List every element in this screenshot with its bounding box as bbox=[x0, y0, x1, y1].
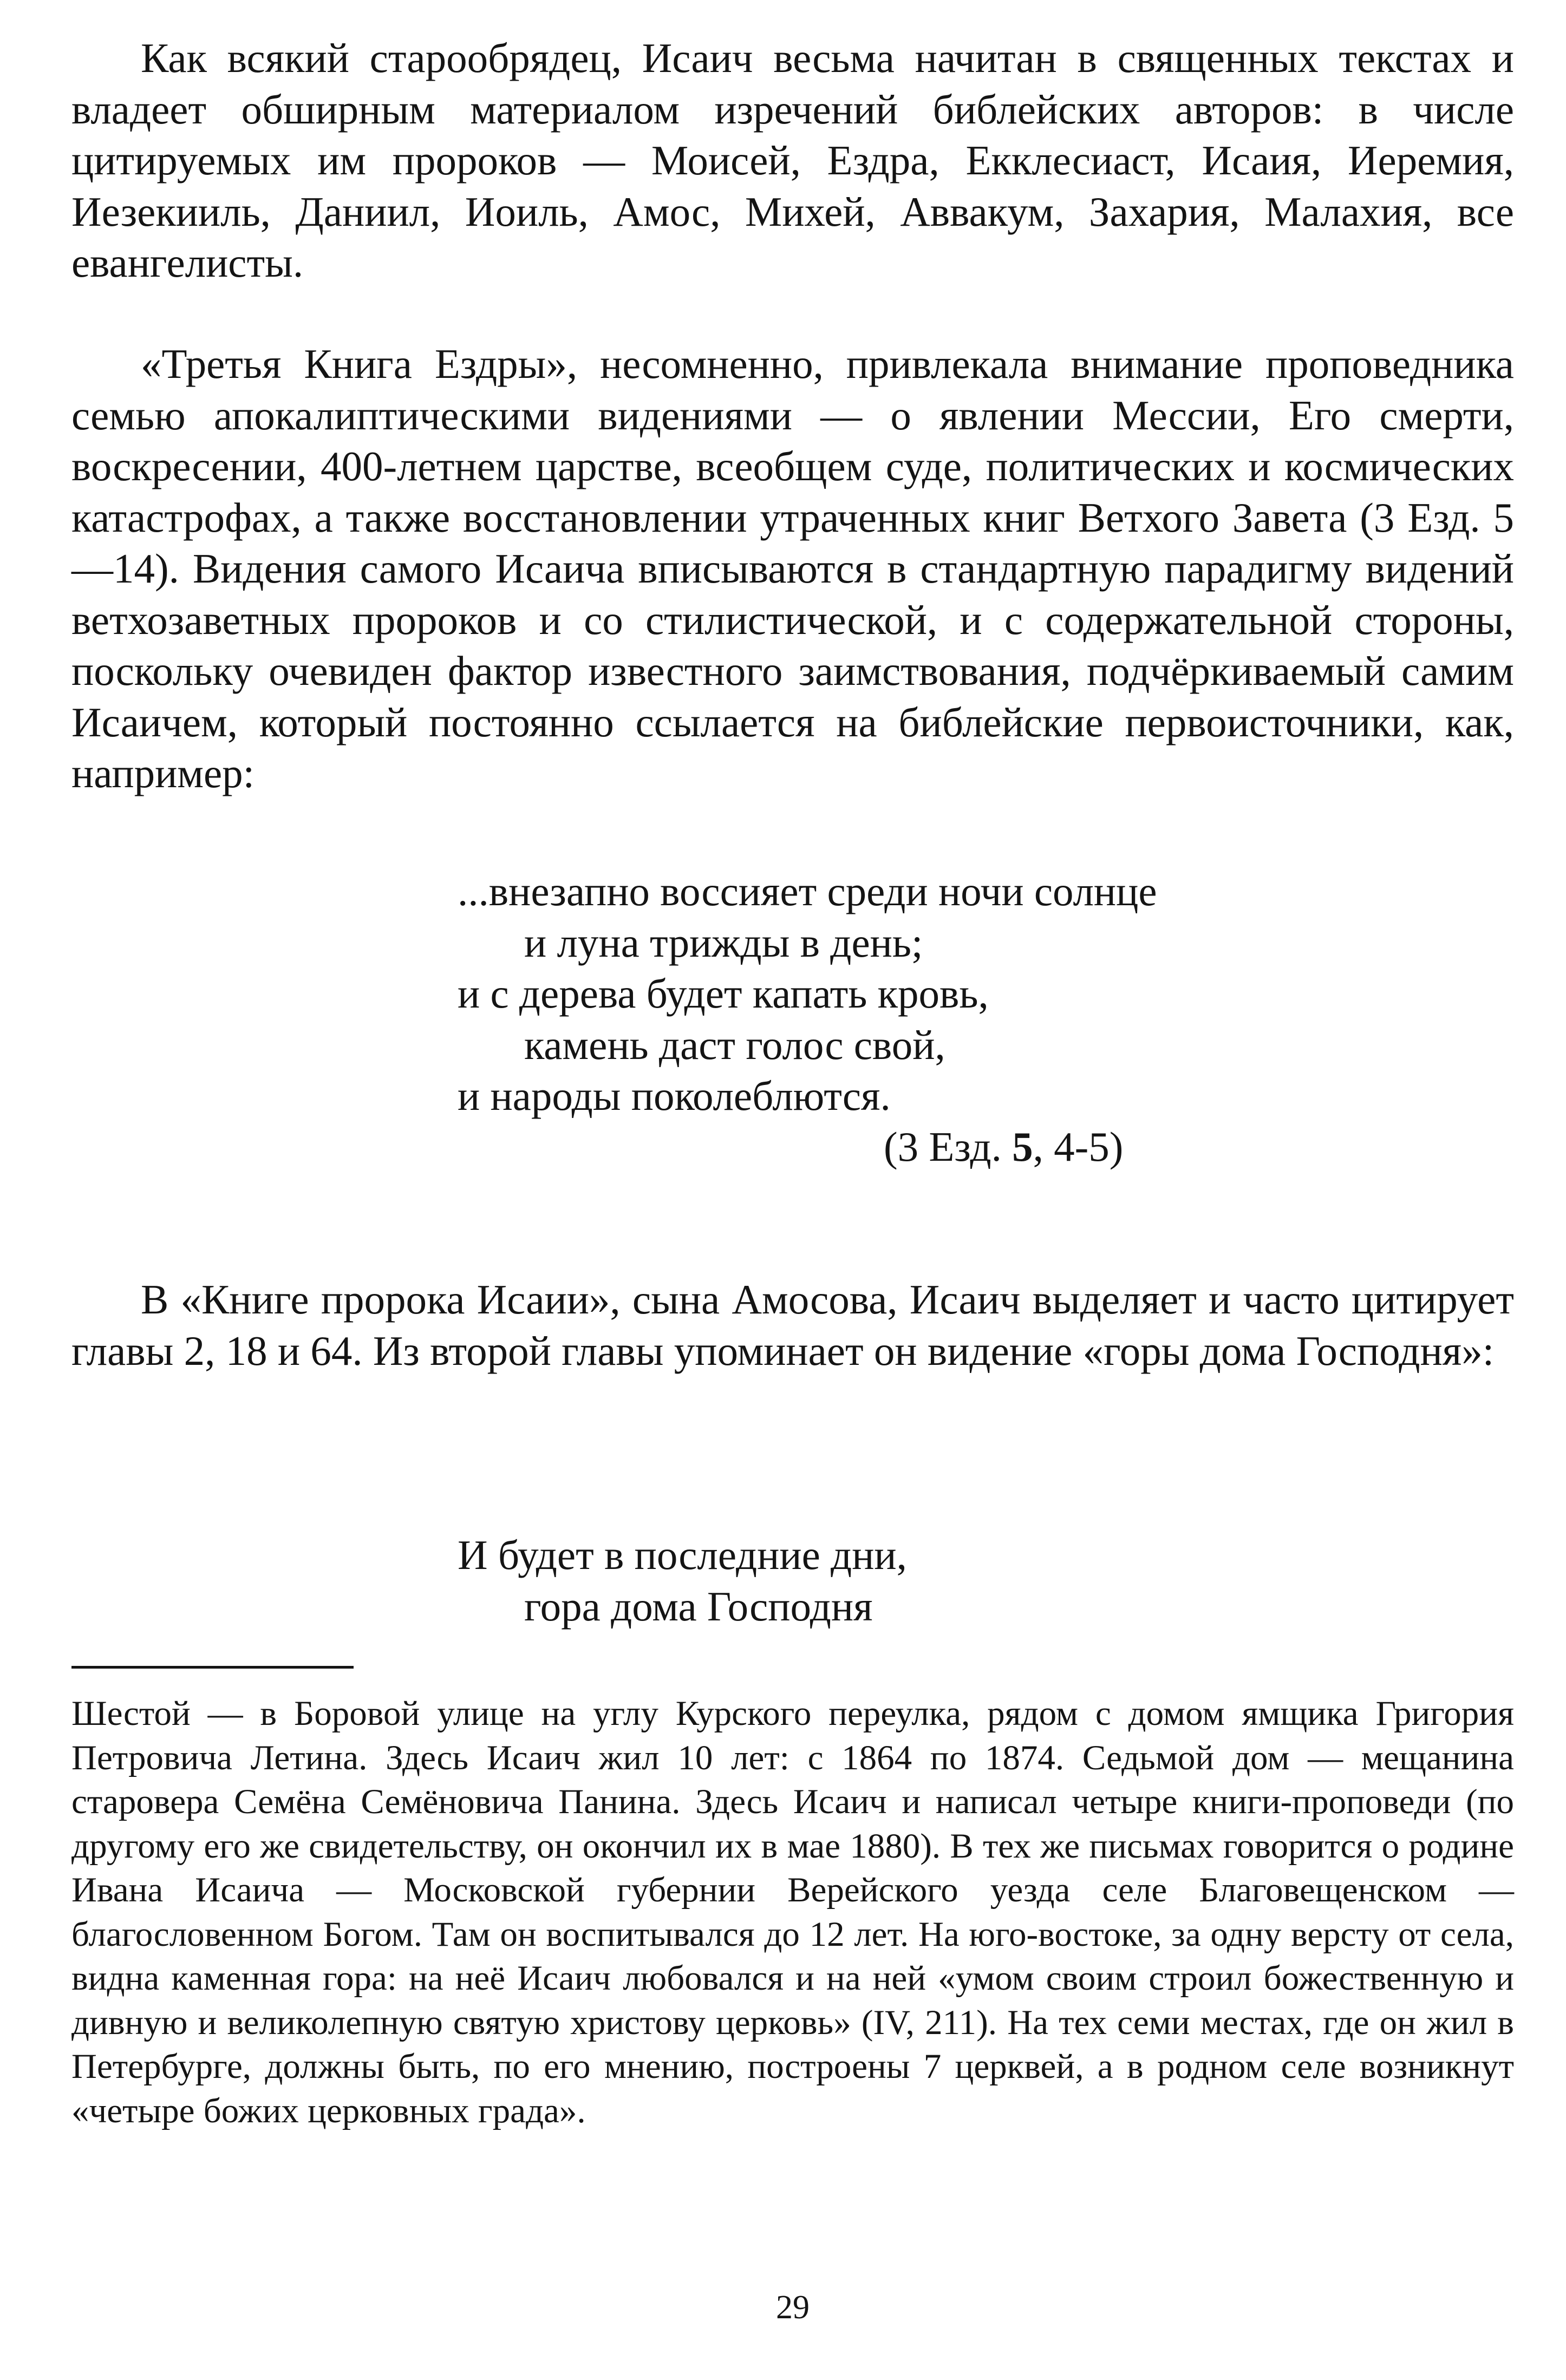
verse-line: и луна трижды в день; bbox=[524, 919, 923, 966]
paragraph-old-believer: Как всякий старообрядец, Исаич весьма начитан в священных текстах и владеет обширным материалом изречений библейских авторов: в числе цитируемых им пророков — Моисей, Ездра, Екклесиаст, Исаия, Иеремия, Иезекииль, Даниил, Иоиль, Амос, Михей, Аввакум, Захария, Малахия, все евангелисты. bbox=[71, 35, 1514, 286]
footnote-text: Шестой — в Боровой улице на углу Курского переулка, рядом с домом ямщика Григория Петровича Летина. Здесь Исаич жил 10 лет: с 1864 по 1874. Седьмой дом — мещанина старовера Семёна Семёновича Панина. Здесь Исаич и написал четыре книги-проповеди (по другому его же свидетельству, он окончил их в мае 1880). В тех же письмах говорится о родине Ивана Исаича — Московской губернии Верейского уезда селе Благовещенском — благословенном Богом. Там он воспитывался до 12 лет. На юго-востоке, за одну версту от села, видна каменная гора: на неё Исаич любовался и на ней «умом своим строил божественную и дивную и великолепную святую христову церковь» (IV, 211). На тех семи местах, где он жил в Петербурге, должны быть, по его мнению, построены 7 церквей, а в родном селе возникнут «четыре божих церковных града». bbox=[71, 1694, 1514, 2130]
citation-suffix: , 4-5) bbox=[1033, 1123, 1124, 1170]
verse-line: И будет в последние дни, bbox=[458, 1532, 907, 1578]
footnote-rule bbox=[71, 1666, 354, 1669]
citation-prefix: (3 Езд. bbox=[884, 1123, 1013, 1170]
citation-chapter: 5 bbox=[1012, 1123, 1033, 1170]
verse-citation bbox=[884, 1121, 1123, 1173]
verse-line: ...внезапно воссияет среди ночи солнце bbox=[458, 868, 1157, 914]
verse-line: гора дома Господня bbox=[524, 1583, 873, 1630]
paragraph-isaiah: В «Книге пророка Исаии», сына Амосова, Исаич выделяет и часто цитирует главы 2, 18 и 64. Из второй главы упоминает он видение «горы дома Господня»: bbox=[71, 1276, 1514, 1374]
paragraph-third-ezra: «Третья Книга Ездры», несомненно, привлекала внимание проповедника семью апокалиптическими видениями — о явлении Мессии, Его смерти, воскресении, 400-летнем царстве, всеобщем суде, политических и космических катастрофах, а также восстановлении утраченных книг Ветхого Завета (3 Езд. 5—14). Видения самого Исаича вписываются в стандартную парадигму видений ветхозаветных пророков и со стилистической, и с содержательной стороны, поскольку очевиден фактор известного заимствования, подчёркиваемый самим Исаичем, который постоянно ссылается на библейские первоисточники, как, например: bbox=[71, 341, 1514, 796]
verse-line: камень даст голос свой, bbox=[524, 1021, 945, 1068]
verse-line: и народы поколеблются. bbox=[458, 1073, 891, 1119]
verse-quote-isaiah bbox=[458, 1529, 907, 1632]
verse-quote-ezra bbox=[458, 866, 1157, 1122]
verse-line: и с дерева будет капать кровь, bbox=[458, 970, 989, 1017]
page-number: 29 bbox=[776, 2289, 810, 2326]
book-page bbox=[71, 0, 1514, 2380]
